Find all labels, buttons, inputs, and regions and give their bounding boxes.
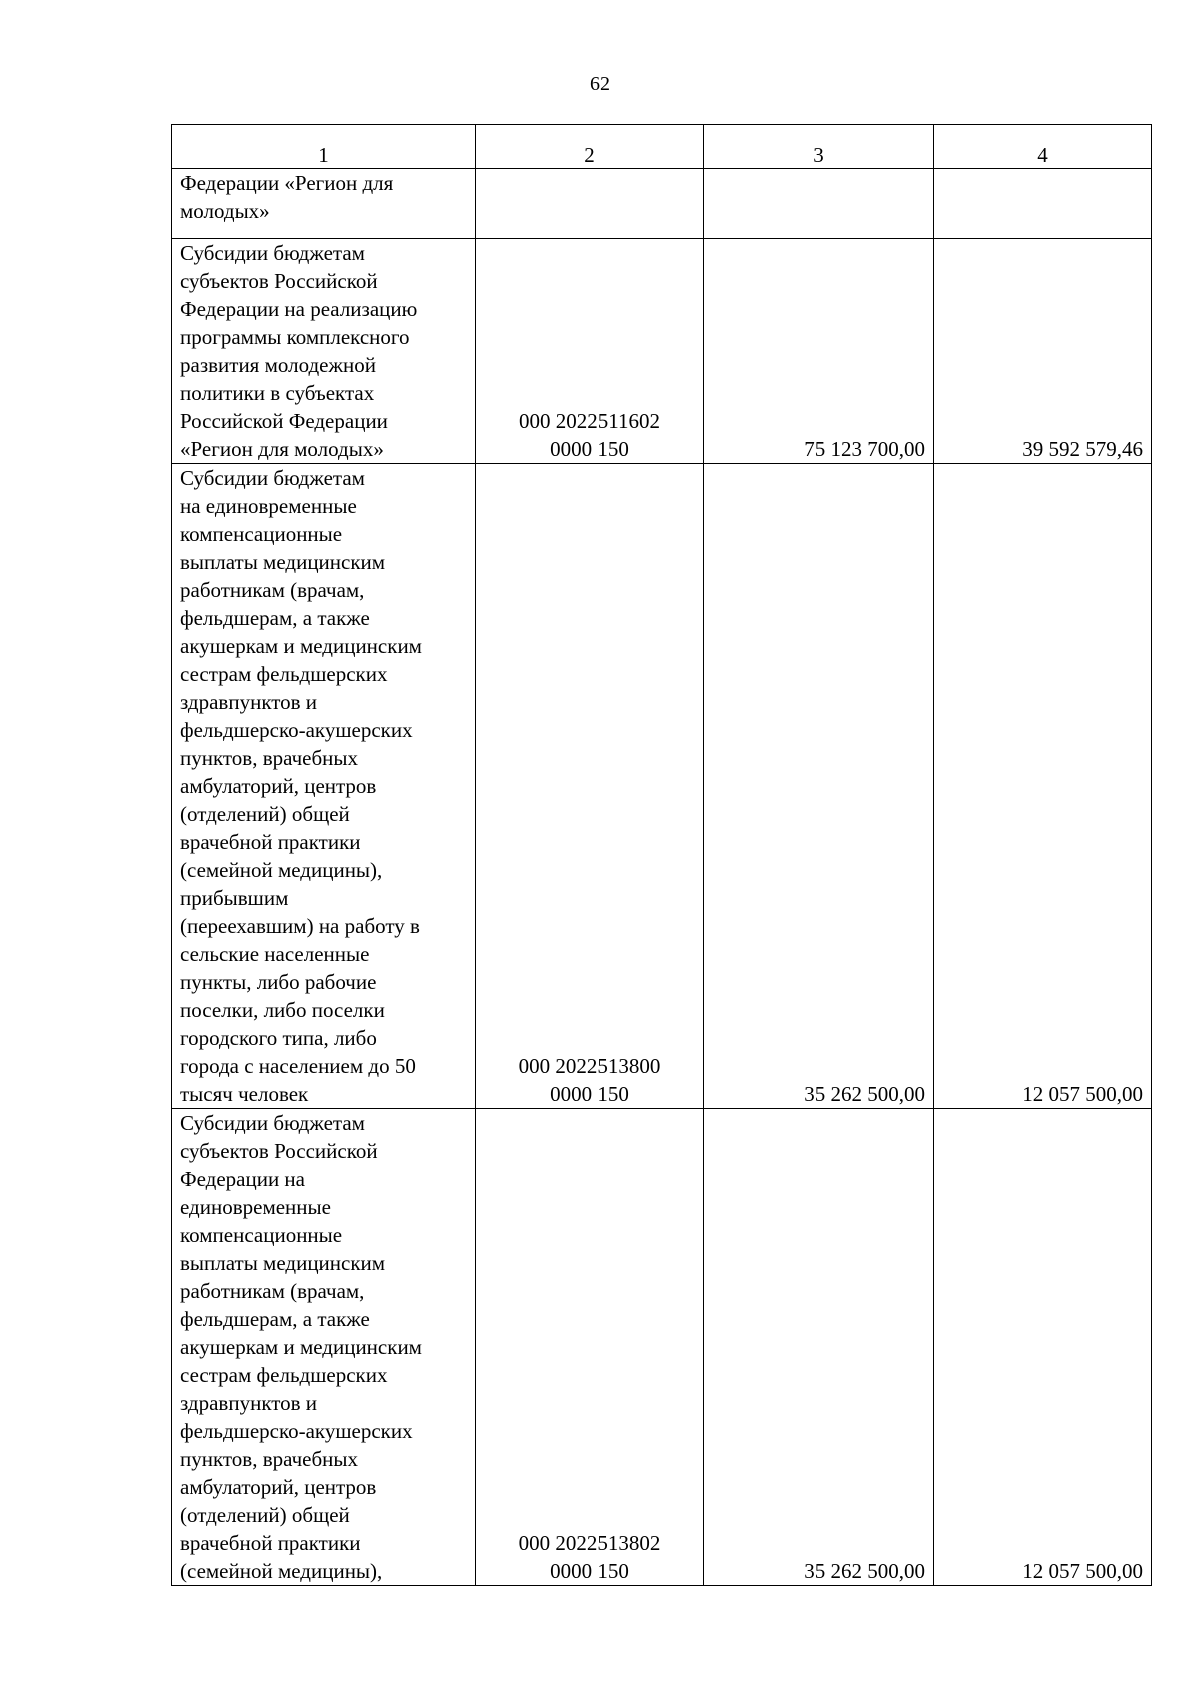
income-name-cell: Субсидии бюджетам субъектов Российской Федерации на единовременные компенсационные выплаты медицинским работникам (врачам, фельдшерам, а также акушеркам и медицинским сестрам фельдшерских здравпунктов и фельдшерско-акушерских пунктов, врачебных амбулаторий, центров (отделений) общей врачебной практики (семейной медицины), (172, 1109, 476, 1586)
actual-amount-cell: 39 592 579,46 (934, 239, 1152, 464)
planned-amount-cell: 35 262 500,00 (704, 1109, 934, 1586)
income-name-cell: Субсидии бюджетам субъектов Российской Федерации на реализацию программы комплексного развития молодежной политики в субъектах Российской Федерации «Регион для молодых» (172, 239, 476, 464)
budget-table (171, 124, 1152, 1586)
page-number: 62 (590, 73, 610, 95)
budget-code-cell (476, 169, 704, 239)
table-row (172, 1109, 1152, 1586)
actual-amount-cell: 12 057 500,00 (934, 1109, 1152, 1586)
table-row (172, 239, 1152, 464)
actual-amount-cell (934, 169, 1152, 239)
table-row (172, 464, 1152, 1109)
column-header: 1 (172, 125, 476, 169)
income-name-cell: Федерации «Регион для молодых» (172, 169, 476, 239)
column-header: 4 (934, 125, 1152, 169)
table-header-row (172, 125, 1152, 169)
table-row (172, 169, 1152, 239)
budget-code-cell: 000 2022511602 0000 150 (476, 239, 704, 464)
actual-amount-cell: 12 057 500,00 (934, 464, 1152, 1109)
income-name-cell: Субсидии бюджетам на единовременные компенсационные выплаты медицинским работникам (врачам, фельдшерам, а также акушеркам и медицинским сестрам фельдшерских здравпунктов и фельдшерско-акушерских пунктов, врачебных амбулаторий, центров (отделений) общей врачебной практики (семейной медицины), прибывшим (переехавшим) на работу в сельские населенные пункты, либо рабочие поселки, либо поселки городского типа, либо города с населением до 50 тысяч человек (172, 464, 476, 1109)
column-header: 2 (476, 125, 704, 169)
planned-amount-cell: 35 262 500,00 (704, 464, 934, 1109)
planned-amount-cell: 75 123 700,00 (704, 239, 934, 464)
column-header: 3 (704, 125, 934, 169)
planned-amount-cell (704, 169, 934, 239)
budget-code-cell: 000 2022513802 0000 150 (476, 1109, 704, 1586)
budget-code-cell: 000 2022513800 0000 150 (476, 464, 704, 1109)
